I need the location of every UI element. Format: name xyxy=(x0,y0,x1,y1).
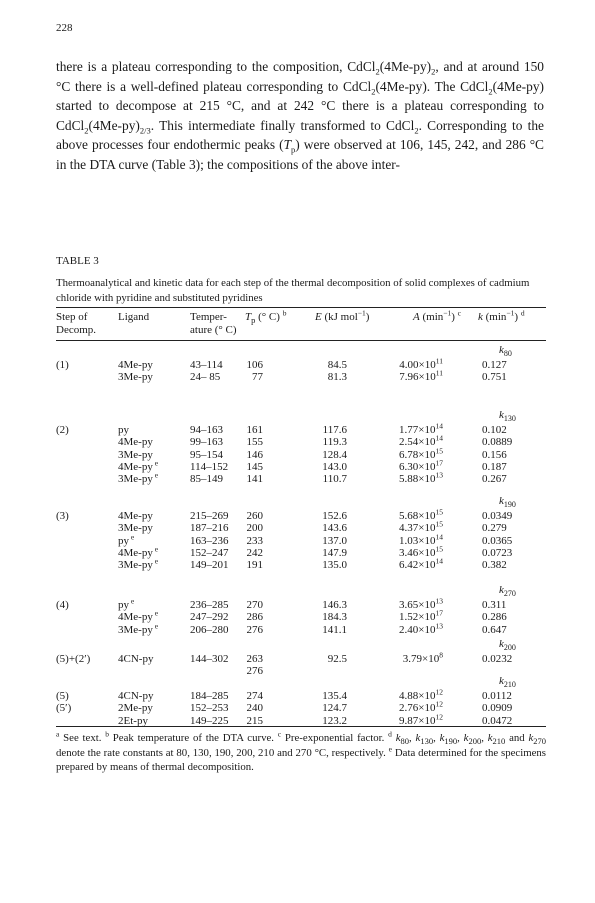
table-row-group xyxy=(0,495,595,572)
cell-a: $4.88\times 10^{12}$ xyxy=(399,687,443,702)
cell-temperature: 184–285 xyxy=(190,690,229,702)
cell-ligand: py $^e$ xyxy=(118,531,135,547)
cell-tp: 242 xyxy=(246,546,263,559)
cell-e: 124.7 xyxy=(322,702,347,715)
cell-tp: 146 xyxy=(246,448,263,461)
cell-e: 110.7 xyxy=(322,473,347,486)
table-row xyxy=(0,421,595,436)
cell-e: 123.2 xyxy=(322,714,347,727)
cell-a: $4.37\times 10^{15}$ xyxy=(399,519,443,535)
table-footnotes: $^a$ See text. $^b$ Peak temperature of the DTA curve. $^c$ Pre-exponential factor. $^d$ $k_{80}$, $k_{130}$, $k_{190}$, $k_{200}$, $k_{210}$ and $k_{270}$ denote the rate constants at 80, 130, 190, 200, 210 and 270 °C, respectively. $^e$ Data determined for the specimens prepared by means of thermal decomposition. xyxy=(56,729,547,774)
cell-e: 119.3 xyxy=(322,436,347,449)
table-row xyxy=(0,650,595,665)
cell-ligand: 2Et-py xyxy=(118,714,148,727)
cell-k: 0.0349 xyxy=(482,510,513,522)
cell-e: 143.6 xyxy=(322,522,347,535)
cell-k: 0.267 xyxy=(482,473,507,486)
cell-tp: 155 xyxy=(246,436,263,449)
cell-e: 147.9 xyxy=(322,546,347,559)
cell-e: 81.3 xyxy=(327,371,347,384)
cell-e: 137.0 xyxy=(322,534,347,547)
table-row xyxy=(0,531,595,547)
body-paragraph xyxy=(56,57,544,175)
cell-a: $9.87\times 10^{12}$ xyxy=(399,711,443,727)
cell-k: 0.286 xyxy=(482,611,507,624)
cell-e: 143.0 xyxy=(322,460,347,473)
table-row xyxy=(0,356,595,371)
cell-tp: 260 xyxy=(246,510,263,522)
cell-tp: 233 xyxy=(246,534,263,547)
cell-temperature: 149–201 xyxy=(190,559,229,572)
table-bottom-rule xyxy=(56,726,546,727)
table-row xyxy=(0,519,595,535)
cell-tp: 77 xyxy=(252,371,263,384)
cell-a: $2.54\times 10^{14}$ xyxy=(399,433,443,449)
cell-a: $3.65\times 10^{13}$ xyxy=(399,596,443,611)
cell-ligand: 3Me-py xyxy=(118,448,153,461)
cell-k: 0.382 xyxy=(482,559,507,572)
cell-temperature: 114–152 xyxy=(190,460,229,473)
table-top-rule xyxy=(56,307,546,308)
cell-k: 0.279 xyxy=(482,522,507,535)
rate-constant-label: $k_{210}$ xyxy=(499,675,516,690)
header-e: E (kJ mol$^{-1}$) xyxy=(315,308,370,323)
cell-a: $1.77\times 10^{14}$ xyxy=(399,421,443,436)
table-row xyxy=(0,596,595,611)
paragraph-text: there is a plateau corresponding to the composition, $CdCl_2(4Me-py)_2$, and at around 150 °C there is a well-defined plateau corresponding to CdCl$_2$(4Me-py). The CdCl$_2$(4Me-py) started to decompose at 215 °C, and at 242 °C there is a plateau corresponding to $CdCl_2(4Me-py)_{2/3}$. This intermediate finally transformed to CdCl$_2$. Corresponding to the above processes four endothermic peaks $(T_p)$ were observed at 106, 145, 242, and 286 °C in the DTA curve (Table 3); the compositions of the above inter- xyxy=(56,59,545,172)
cell-tp: 215 xyxy=(246,714,263,727)
cell-k: 0.0365 xyxy=(482,534,513,547)
table-row xyxy=(0,433,595,449)
cell-tp: 161 xyxy=(246,424,263,436)
cell-a: $5.68\times 10^{15}$ xyxy=(399,507,443,522)
cell-a: $4.00\times 10^{11}$ xyxy=(399,356,443,371)
cell-temperature: 152–247 xyxy=(190,546,229,559)
cell-k: 0.311 xyxy=(482,599,507,611)
cell-e: 84.5 xyxy=(327,359,347,371)
cell-ligand: 3Me-py xyxy=(118,522,153,535)
cell-temperature: 236–285 xyxy=(190,599,229,611)
cell-a: $1.03\times 10^{14}$ xyxy=(399,531,443,547)
cell-k: 0.0723 xyxy=(482,546,513,559)
cell-ligand: 4Me-py $^e$ xyxy=(118,458,159,473)
table-row xyxy=(0,620,595,636)
step-label: (3) xyxy=(56,510,69,522)
cell-temperature: 24– 85 xyxy=(190,371,221,384)
cell-ligand: 3Me-py $^e$ xyxy=(118,620,159,636)
cell-k: 0.0889 xyxy=(482,436,513,449)
cell-temperature: 99–163 xyxy=(190,436,223,449)
table-caption: Thermoanalytical and kinetic data for each step of the thermal decomposition of solid complexes of cadmium chloride with pyridine and substituted pyridines xyxy=(56,277,530,304)
cell-e: 92.5 xyxy=(327,653,347,665)
cell-e: 184.3 xyxy=(322,611,347,624)
step-label: (5)+(2′) xyxy=(56,653,91,665)
cell-e: 135.4 xyxy=(322,690,347,702)
table-row xyxy=(0,458,595,473)
table-row-group xyxy=(0,584,595,644)
cell-e: 117.6 xyxy=(322,424,347,436)
header-tp: $T_p$ (° C) $^b$ xyxy=(245,308,287,326)
table-label: TABLE 3 xyxy=(56,255,99,267)
rate-constant-label: $k_{80}$ xyxy=(499,344,512,359)
header-temperature: Temper- ature (° C) xyxy=(190,311,237,336)
step-label: (4) xyxy=(56,599,69,611)
table-row xyxy=(0,608,595,624)
cell-k: 0.0472 xyxy=(482,714,513,727)
cell-a: $7.96\times 10^{11}$ xyxy=(399,368,443,384)
table-row-group xyxy=(0,409,595,486)
cell-k: 0.102 xyxy=(482,424,507,436)
cell-a: $2.76\times 10^{12}$ xyxy=(399,699,443,715)
cell-tp: 274 xyxy=(246,690,263,702)
table-row xyxy=(0,687,595,702)
cell-ligand: 3Me-py xyxy=(118,371,153,384)
cell-temperature: 95–154 xyxy=(190,448,223,461)
cell-ligand: 3Me-py $^e$ xyxy=(118,470,159,486)
cell-tp: 240 xyxy=(246,702,263,715)
cell-a: $3.46\times 10^{15}$ xyxy=(399,544,443,559)
cell-a: $3.79\times 10^8$ xyxy=(402,650,443,665)
cell-k: 0.0112 xyxy=(482,690,512,702)
table-header-rule xyxy=(56,340,546,341)
rate-constant-label: $k_{200}$ xyxy=(499,638,516,653)
cell-tp: 106 xyxy=(246,359,263,371)
header-ligand: Ligand xyxy=(118,311,150,323)
cell-e: 128.4 xyxy=(322,448,347,461)
cell-temperature: 85–149 xyxy=(190,473,223,486)
cell-ligand: 4CN-py xyxy=(118,653,154,665)
cell-a: $2.40\times 10^{13}$ xyxy=(399,620,443,636)
cell-ligand: 3Me-py $^e$ xyxy=(118,556,159,572)
rate-constant-label: $k_{130}$ xyxy=(499,409,516,424)
table-row xyxy=(0,445,595,461)
cell-tp: 270 xyxy=(246,599,263,611)
step-label: (5) (5′) xyxy=(56,690,72,715)
cell-temperature: 247–292 xyxy=(190,611,229,624)
page-number: 228 xyxy=(56,22,73,34)
cell-ligand: 4Me-py $^e$ xyxy=(118,544,159,559)
cell-temperature: 149–225 xyxy=(190,714,229,727)
cell-temperature: 187–216 xyxy=(190,522,229,535)
cell-k: 0.0909 xyxy=(482,702,513,715)
cell-tp: 145 xyxy=(246,460,263,473)
cell-a: $6.30\times 10^{17}$ xyxy=(399,458,443,473)
cell-temperature: 163–236 xyxy=(190,534,229,547)
cell-k: 0.647 xyxy=(482,623,507,636)
step-label: (2) xyxy=(56,424,69,436)
cell-ligand: 2Me-py xyxy=(118,702,153,715)
cell-e: 146.3 xyxy=(322,599,347,611)
cell-ligand: py xyxy=(118,424,129,436)
header-k: k $(\min^{-1})$ $^d$ xyxy=(478,308,525,323)
rate-constant-label: $k_{190}$ xyxy=(499,495,516,510)
cell-k: 0.187 xyxy=(482,460,507,473)
header-a: A $(\min^{-1})$ $^c$ xyxy=(413,308,462,323)
cell-tp: 276 xyxy=(246,623,263,636)
cell-temperature: 215–269 xyxy=(190,510,229,522)
cell-a: $1.52\times 10^{17}$ xyxy=(399,608,443,624)
cell-e: 141.1 xyxy=(322,623,347,636)
cell-ligand: py $^e$ xyxy=(118,596,135,611)
cell-tp: 263 xyxy=(246,653,263,665)
cell-a: $6.42\times 10^{14}$ xyxy=(399,556,443,572)
table-row xyxy=(0,556,595,572)
table-row xyxy=(0,544,595,559)
cell-tp: 141 xyxy=(246,473,263,486)
table-row xyxy=(0,470,595,486)
rate-constant-label: $k_{270}$ xyxy=(499,584,516,599)
cell-a: $5.88\times 10^{13}$ xyxy=(399,470,443,486)
cell-ligand: 4Me-py xyxy=(118,436,153,449)
cell-tp: 200 xyxy=(246,522,263,535)
cell-ligand: 4Me-py xyxy=(118,510,153,522)
cell-tp: 276 xyxy=(246,665,263,678)
cell-tp: 286 xyxy=(246,611,263,624)
cell-temperature: 94–163 xyxy=(190,424,223,436)
cell-ligand: 4Me-py $^e$ xyxy=(118,608,159,624)
cell-k: 0.127 xyxy=(482,359,507,371)
table-row xyxy=(0,368,595,384)
cell-ligand: 4CN-py xyxy=(118,690,154,702)
cell-temperature: 43–114 xyxy=(190,359,223,371)
cell-e: 152.6 xyxy=(322,510,347,522)
cell-a: $6.78\times 10^{15}$ xyxy=(399,445,443,461)
header-step: Step of Decomp. xyxy=(56,311,97,336)
cell-temperature: 144–302 xyxy=(190,653,229,665)
step-label: (1) xyxy=(56,359,69,371)
cell-k: 0.156 xyxy=(482,448,507,461)
cell-k: 0.0232 xyxy=(482,653,513,665)
cell-tp: 191 xyxy=(246,559,263,572)
table-row-group xyxy=(0,344,595,404)
cell-temperature: 152–253 xyxy=(190,702,229,715)
cell-e: 135.0 xyxy=(322,559,347,572)
cell-ligand: 4Me-py xyxy=(118,359,153,371)
cell-temperature: 206–280 xyxy=(190,623,229,636)
cell-k: 0.751 xyxy=(482,371,507,384)
table-row xyxy=(0,507,595,522)
